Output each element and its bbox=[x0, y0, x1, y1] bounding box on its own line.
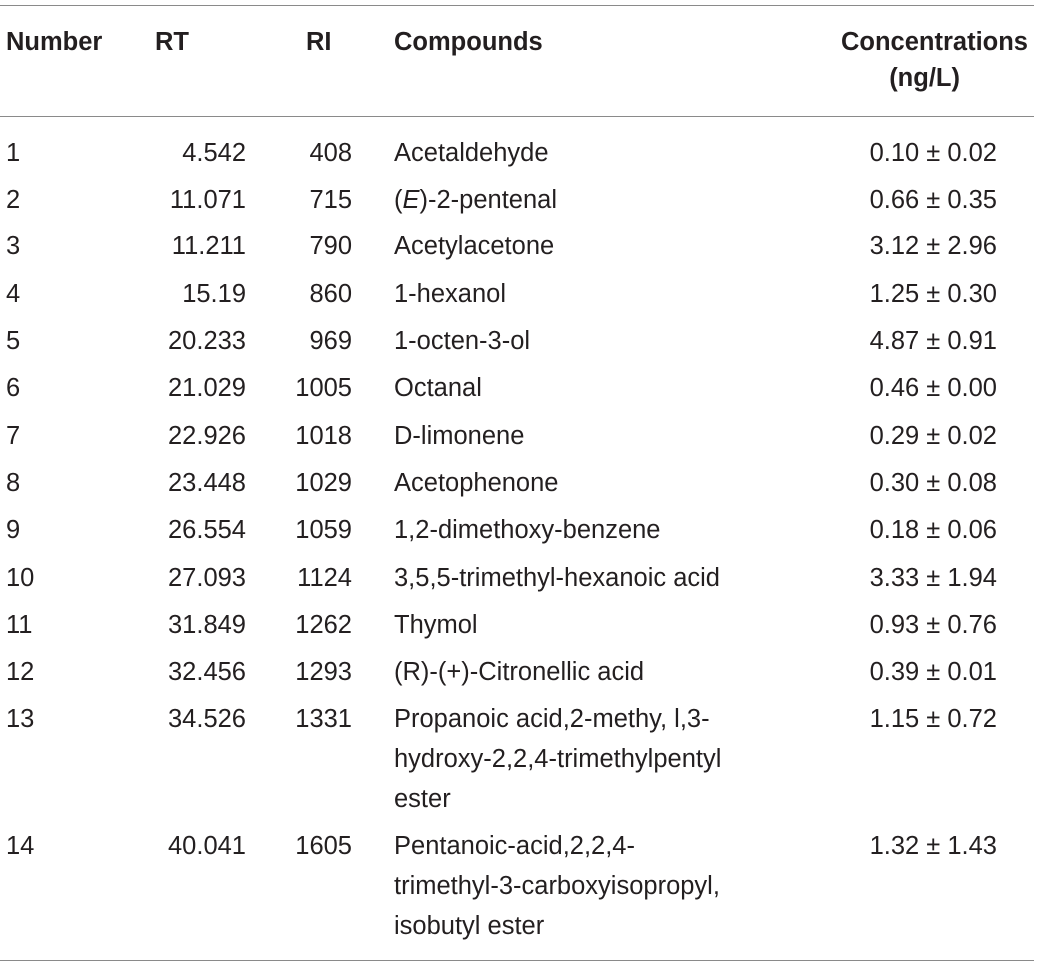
cell-concentration: 0.39 ± 0.01 bbox=[869, 658, 997, 686]
header-concentrations-line1: Concentrations bbox=[840, 28, 1028, 56]
cell-concentration: 0.10 ± 0.02 bbox=[869, 139, 997, 167]
table-header-rule bbox=[0, 116, 1034, 117]
compound-line: hydroxy-2,2,4-trimethylpentyl bbox=[394, 745, 722, 773]
cell-number: 13 bbox=[6, 705, 35, 733]
compound-line: Pentanoic-acid,2,2,4- bbox=[394, 832, 635, 860]
cell-rt: 4.542 bbox=[182, 139, 246, 167]
cell-number: 4 bbox=[6, 280, 21, 308]
cell-rt: 22.926 bbox=[168, 422, 246, 450]
cell-rt: 32.456 bbox=[168, 658, 246, 686]
cell-rt: 34.526 bbox=[168, 705, 246, 733]
cell-concentration: 3.33 ± 1.94 bbox=[869, 564, 997, 592]
cell-concentration: 0.66 ± 0.35 bbox=[869, 186, 997, 214]
cell-concentration: 0.46 ± 0.00 bbox=[869, 374, 997, 402]
cell-compound: 3,5,5-trimethyl-hexanoic acid bbox=[394, 564, 720, 592]
cell-concentration: 3.12 ± 2.96 bbox=[869, 232, 997, 260]
cell-number: 2 bbox=[6, 186, 21, 214]
header-concentrations-line2: (ng/L) bbox=[889, 64, 960, 92]
cell-rt: 27.093 bbox=[168, 564, 246, 592]
cell-rt: 21.029 bbox=[168, 374, 246, 402]
cell-number: 5 bbox=[6, 327, 21, 355]
table-bottom-rule bbox=[0, 960, 1034, 961]
cell-ri: 715 bbox=[309, 186, 352, 214]
cell-ri: 1005 bbox=[295, 374, 352, 402]
cell-number: 9 bbox=[6, 516, 21, 544]
cell-compound: 1,2-dimethoxy-benzene bbox=[394, 516, 661, 544]
header-concentrations bbox=[760, 24, 1028, 96]
cell-rt: 31.849 bbox=[168, 611, 246, 639]
cell-ri: 1331 bbox=[295, 705, 352, 733]
cell-number: 8 bbox=[6, 469, 21, 497]
cell-concentration: 0.18 ± 0.06 bbox=[869, 516, 997, 544]
header-rt: RT bbox=[155, 28, 189, 56]
cell-concentration: 0.93 ± 0.76 bbox=[869, 611, 997, 639]
cell-ri: 969 bbox=[309, 327, 352, 355]
cell-ri: 790 bbox=[309, 232, 352, 260]
cell-ri: 1605 bbox=[295, 832, 352, 860]
compound-line: trimethyl-3-carboxyisopropyl, bbox=[394, 872, 720, 900]
header-compounds: Compounds bbox=[394, 28, 543, 56]
cell-rt: 11.071 bbox=[169, 186, 246, 214]
cell-compound: Acetaldehyde bbox=[394, 139, 549, 167]
compound-italic: E bbox=[402, 186, 420, 214]
cell-rt: 15.19 bbox=[182, 280, 246, 308]
cell-number: 1 bbox=[6, 139, 21, 167]
compound-line: ester bbox=[394, 785, 451, 813]
cell-ri: 860 bbox=[309, 280, 352, 308]
cell-ri: 1018 bbox=[295, 422, 352, 450]
cell-compound: (R)-(+)-Citronellic acid bbox=[394, 658, 645, 686]
cell-concentration: 1.32 ± 1.43 bbox=[869, 832, 997, 860]
cell-ri: 1029 bbox=[295, 469, 352, 497]
cell-number: 12 bbox=[6, 658, 35, 686]
cell-rt: 23.448 bbox=[168, 469, 246, 497]
compound-line: isobutyl ester bbox=[394, 912, 545, 940]
cell-number: 7 bbox=[6, 422, 21, 450]
header-ri: RI bbox=[306, 28, 332, 56]
cell-rt: 20.233 bbox=[168, 327, 246, 355]
cell-concentration: 1.25 ± 0.30 bbox=[869, 280, 997, 308]
cell-rt: 26.554 bbox=[168, 516, 246, 544]
cell-rt: 40.041 bbox=[168, 832, 246, 860]
cell-number: 10 bbox=[6, 564, 35, 592]
header-number: Number bbox=[6, 28, 103, 56]
cell-concentration: 1.15 ± 0.72 bbox=[869, 705, 997, 733]
compound-line: Propanoic acid,2-methy, l,3- bbox=[394, 705, 710, 733]
compound-prefix: ( bbox=[394, 186, 403, 214]
cell-compound: 1-octen-3-ol bbox=[394, 327, 531, 355]
cell-number: 11 bbox=[6, 611, 33, 639]
cell-concentration: 0.30 ± 0.08 bbox=[869, 469, 997, 497]
cell-ri: 1059 bbox=[295, 516, 352, 544]
cell-compound: Octanal bbox=[394, 374, 482, 402]
compound-suffix: )-2-pentenal bbox=[419, 186, 558, 214]
cell-compound: Acetylacetone bbox=[394, 232, 555, 260]
cell-ri: 1293 bbox=[295, 658, 352, 686]
cell-compound: Acetophenone bbox=[394, 469, 559, 497]
cell-compound: Thymol bbox=[394, 611, 478, 639]
table-top-rule bbox=[0, 5, 1034, 6]
cell-number: 6 bbox=[6, 374, 21, 402]
cell-compound: D-limonene bbox=[394, 422, 525, 450]
cell-ri: 1262 bbox=[295, 611, 352, 639]
cell-number: 14 bbox=[6, 832, 35, 860]
cell-concentration: 0.29 ± 0.02 bbox=[869, 422, 997, 450]
cell-ri: 1124 bbox=[297, 564, 352, 592]
cell-number: 3 bbox=[6, 232, 21, 260]
cell-compound: 1-hexanol bbox=[394, 280, 506, 308]
cell-ri: 408 bbox=[309, 139, 352, 167]
cell-concentration: 4.87 ± 0.91 bbox=[869, 327, 997, 355]
cell-rt: 11.211 bbox=[171, 232, 246, 260]
